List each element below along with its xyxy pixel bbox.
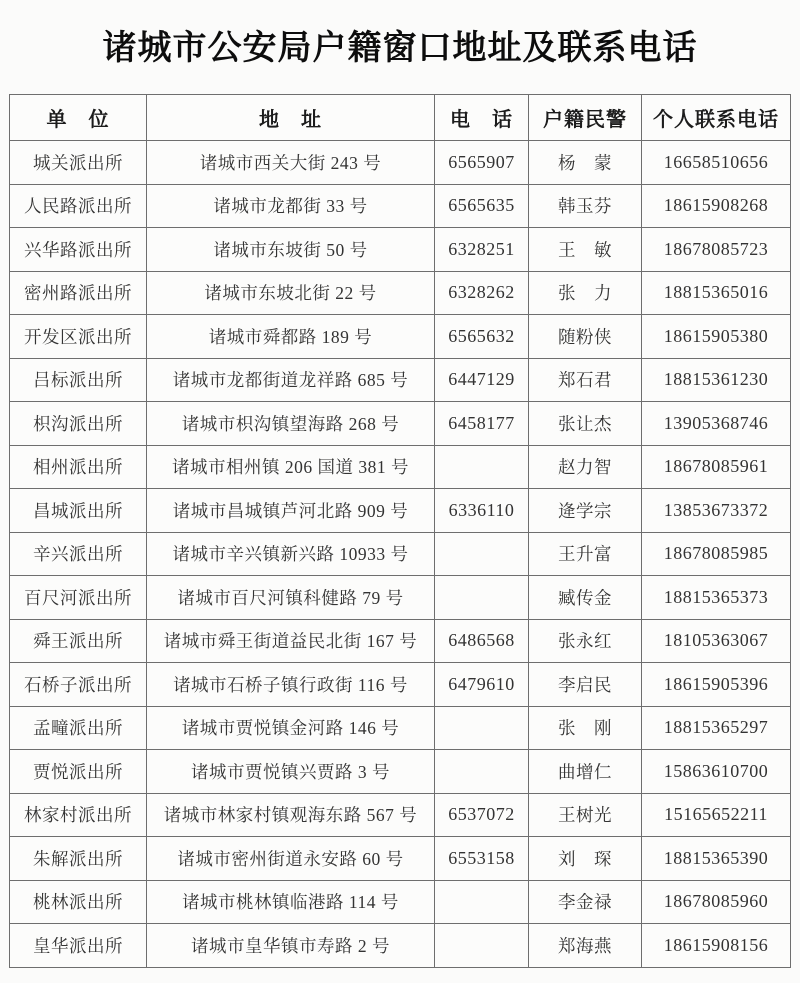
mobile-cell: 18615908156 (642, 924, 791, 968)
table-row (10, 924, 791, 968)
header-officer: 户籍民警 (529, 95, 642, 141)
address-cell: 诸城市林家村镇观海东路 567 号 (147, 793, 435, 837)
table-row (10, 576, 791, 620)
table-row (10, 532, 791, 576)
address-cell: 诸城市相州镇 206 国道 381 号 (147, 445, 435, 489)
mobile-cell: 16658510656 (642, 141, 791, 185)
unit-cell: 贾悦派出所 (10, 750, 147, 794)
phone-cell: 6565632 (435, 315, 529, 359)
contact-table (9, 94, 791, 968)
phone-cell: 6328262 (435, 271, 529, 315)
mobile-cell: 18105363067 (642, 619, 791, 663)
address-cell: 诸城市昌城镇芦河北路 909 号 (147, 489, 435, 533)
officer-cell: 张让杰 (529, 402, 642, 446)
mobile-cell: 18678085960 (642, 880, 791, 924)
officer-cell: 王升富 (529, 532, 642, 576)
address-cell: 诸城市贾悦镇金河路 146 号 (147, 706, 435, 750)
table-body (10, 141, 791, 968)
unit-cell: 朱解派出所 (10, 837, 147, 881)
unit-cell: 孟疃派出所 (10, 706, 147, 750)
header-mobile: 个人联系电话 (642, 95, 791, 141)
mobile-cell: 18615905396 (642, 663, 791, 707)
mobile-cell: 18815365297 (642, 706, 791, 750)
table-row (10, 750, 791, 794)
mobile-cell: 13905368746 (642, 402, 791, 446)
officer-cell: 刘 琛 (529, 837, 642, 881)
address-cell: 诸城市舜都路 189 号 (147, 315, 435, 359)
table-row (10, 228, 791, 272)
phone-cell: 6486568 (435, 619, 529, 663)
table-row (10, 880, 791, 924)
address-cell: 诸城市桃林镇临港路 114 号 (147, 880, 435, 924)
unit-cell: 石桥子派出所 (10, 663, 147, 707)
unit-cell: 相州派出所 (10, 445, 147, 489)
officer-cell: 韩玉芬 (529, 184, 642, 228)
table-row (10, 315, 791, 359)
mobile-cell: 13853673372 (642, 489, 791, 533)
unit-cell: 城关派出所 (10, 141, 147, 185)
officer-cell: 张 力 (529, 271, 642, 315)
address-cell: 诸城市贾悦镇兴贾路 3 号 (147, 750, 435, 794)
address-cell: 诸城市西关大街 243 号 (147, 141, 435, 185)
phone-cell: 6565635 (435, 184, 529, 228)
address-cell: 诸城市枳沟镇望海路 268 号 (147, 402, 435, 446)
unit-cell: 吕标派出所 (10, 358, 147, 402)
unit-cell: 兴华路派出所 (10, 228, 147, 272)
unit-cell: 桃林派出所 (10, 880, 147, 924)
unit-cell: 皇华派出所 (10, 924, 147, 968)
address-cell: 诸城市东坡北街 22 号 (147, 271, 435, 315)
table-row (10, 402, 791, 446)
address-cell: 诸城市密州街道永安路 60 号 (147, 837, 435, 881)
phone-cell: 6328251 (435, 228, 529, 272)
mobile-cell: 18678085961 (642, 445, 791, 489)
table-row (10, 271, 791, 315)
phone-cell (435, 706, 529, 750)
header-unit: 单 位 (10, 95, 147, 141)
unit-cell: 人民路派出所 (10, 184, 147, 228)
phone-cell (435, 750, 529, 794)
address-cell: 诸城市龙都街 33 号 (147, 184, 435, 228)
officer-cell: 李金禄 (529, 880, 642, 924)
mobile-cell: 18815365390 (642, 837, 791, 881)
table-row (10, 706, 791, 750)
phone-cell (435, 445, 529, 489)
phone-cell: 6565907 (435, 141, 529, 185)
table-row (10, 489, 791, 533)
header-phone: 电 话 (435, 95, 529, 141)
officer-cell: 逄学宗 (529, 489, 642, 533)
table-row (10, 619, 791, 663)
table-header-row (10, 95, 791, 141)
officer-cell: 赵力智 (529, 445, 642, 489)
mobile-cell: 18678085985 (642, 532, 791, 576)
table-row (10, 184, 791, 228)
table-row (10, 358, 791, 402)
header-address: 地 址 (147, 95, 435, 141)
table-row (10, 141, 791, 185)
unit-cell: 辛兴派出所 (10, 532, 147, 576)
unit-cell: 昌城派出所 (10, 489, 147, 533)
officer-cell: 张永红 (529, 619, 642, 663)
unit-cell: 林家村派出所 (10, 793, 147, 837)
address-cell: 诸城市东坡街 50 号 (147, 228, 435, 272)
officer-cell: 王 敏 (529, 228, 642, 272)
phone-cell (435, 576, 529, 620)
table-row (10, 445, 791, 489)
mobile-cell: 18815365373 (642, 576, 791, 620)
table-row (10, 793, 791, 837)
phone-cell: 6336110 (435, 489, 529, 533)
address-cell: 诸城市舜王街道益民北街 167 号 (147, 619, 435, 663)
phone-cell (435, 880, 529, 924)
officer-cell: 李启民 (529, 663, 642, 707)
officer-cell: 臧传金 (529, 576, 642, 620)
unit-cell: 百尺河派出所 (10, 576, 147, 620)
officer-cell: 随粉侠 (529, 315, 642, 359)
phone-cell: 6447129 (435, 358, 529, 402)
mobile-cell: 18615905380 (642, 315, 791, 359)
address-cell: 诸城市百尺河镇科健路 79 号 (147, 576, 435, 620)
officer-cell: 郑海燕 (529, 924, 642, 968)
address-cell: 诸城市皇华镇市寿路 2 号 (147, 924, 435, 968)
unit-cell: 舜王派出所 (10, 619, 147, 663)
unit-cell: 开发区派出所 (10, 315, 147, 359)
officer-cell: 张 刚 (529, 706, 642, 750)
mobile-cell: 15165652211 (642, 793, 791, 837)
mobile-cell: 15863610700 (642, 750, 791, 794)
phone-cell: 6479610 (435, 663, 529, 707)
address-cell: 诸城市石桥子镇行政街 116 号 (147, 663, 435, 707)
phone-cell (435, 532, 529, 576)
phone-cell: 6458177 (435, 402, 529, 446)
table-row (10, 837, 791, 881)
page-title: 诸城市公安局户籍窗口地址及联系电话 (102, 30, 698, 67)
officer-cell: 杨 蒙 (529, 141, 642, 185)
mobile-cell: 18678085723 (642, 228, 791, 272)
phone-cell: 6553158 (435, 837, 529, 881)
officer-cell: 曲增仁 (529, 750, 642, 794)
officer-cell: 王树光 (529, 793, 642, 837)
mobile-cell: 18815361230 (642, 358, 791, 402)
mobile-cell: 18815365016 (642, 271, 791, 315)
table-row (10, 663, 791, 707)
unit-cell: 枳沟派出所 (10, 402, 147, 446)
phone-cell: 6537072 (435, 793, 529, 837)
address-cell: 诸城市龙都街道龙祥路 685 号 (147, 358, 435, 402)
address-cell: 诸城市辛兴镇新兴路 10933 号 (147, 532, 435, 576)
unit-cell: 密州路派出所 (10, 271, 147, 315)
phone-cell (435, 924, 529, 968)
mobile-cell: 18615908268 (642, 184, 791, 228)
officer-cell: 郑石君 (529, 358, 642, 402)
